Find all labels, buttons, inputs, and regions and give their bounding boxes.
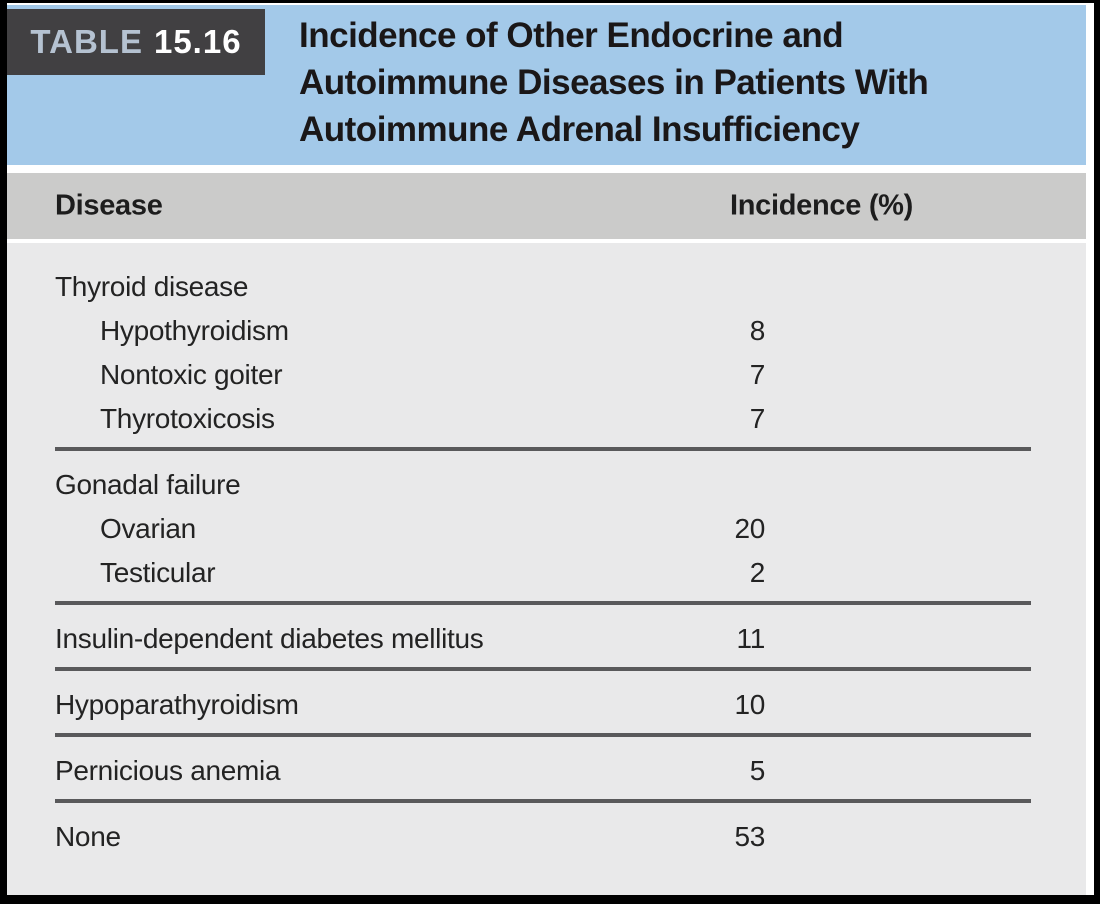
section-divider bbox=[55, 733, 1031, 737]
table-body bbox=[7, 243, 1086, 895]
row-value: 5 bbox=[749, 755, 765, 786]
row-label: Testicular bbox=[100, 557, 216, 588]
table-number: 15.16 bbox=[153, 23, 242, 60]
row-label: Pernicious anemia bbox=[55, 755, 281, 786]
row-label: Hypothyroidism bbox=[100, 315, 289, 346]
row-value: 11 bbox=[736, 623, 765, 654]
row-label: Nontoxic goiter bbox=[100, 359, 283, 390]
table-figure bbox=[7, 3, 1094, 895]
column-disease-label: Disease bbox=[55, 189, 163, 222]
table-title-line: Incidence of Other Endocrine and bbox=[299, 16, 844, 55]
table-label: TABLE bbox=[30, 23, 143, 60]
row-label: None bbox=[55, 821, 121, 852]
group-header-label: Thyroid disease bbox=[55, 271, 249, 302]
table-row bbox=[55, 551, 1086, 595]
table-row bbox=[55, 683, 1086, 727]
table-row bbox=[55, 507, 1086, 551]
row-value: 7 bbox=[749, 359, 765, 390]
group-header-row bbox=[55, 463, 1086, 507]
row-value: 53 bbox=[734, 821, 765, 852]
table-row bbox=[55, 309, 1086, 353]
table-title bbox=[299, 12, 928, 153]
table-row bbox=[55, 353, 1086, 397]
group-header-row bbox=[55, 265, 1086, 309]
row-value: 20 bbox=[734, 513, 765, 544]
row-value: 10 bbox=[734, 689, 765, 720]
section-divider bbox=[55, 447, 1031, 451]
row-label: Ovarian bbox=[100, 513, 196, 544]
section-divider bbox=[55, 799, 1031, 803]
table-row bbox=[55, 815, 1086, 859]
section-divider bbox=[55, 667, 1031, 671]
section-divider bbox=[55, 601, 1031, 605]
title-band bbox=[7, 5, 1086, 165]
row-label: Hypoparathyroidism bbox=[55, 689, 299, 720]
table-number-box bbox=[7, 9, 265, 75]
row-label: Insulin-dependent diabetes mellitus bbox=[55, 623, 484, 654]
row-value: 2 bbox=[749, 557, 765, 588]
table-row bbox=[55, 749, 1086, 793]
column-header-row bbox=[7, 173, 1086, 239]
group-header-label: Gonadal failure bbox=[55, 469, 241, 500]
row-value: 7 bbox=[749, 403, 765, 434]
table-title-line: Autoimmune Diseases in Patients With bbox=[299, 63, 929, 102]
table-row bbox=[55, 617, 1086, 661]
table-title-line: Autoimmune Adrenal Insufficiency bbox=[299, 110, 860, 149]
row-label: Thyrotoxicosis bbox=[100, 403, 275, 434]
column-incidence-label: Incidence (%) bbox=[730, 189, 914, 222]
table-row bbox=[55, 397, 1086, 441]
row-value: 8 bbox=[749, 315, 765, 346]
